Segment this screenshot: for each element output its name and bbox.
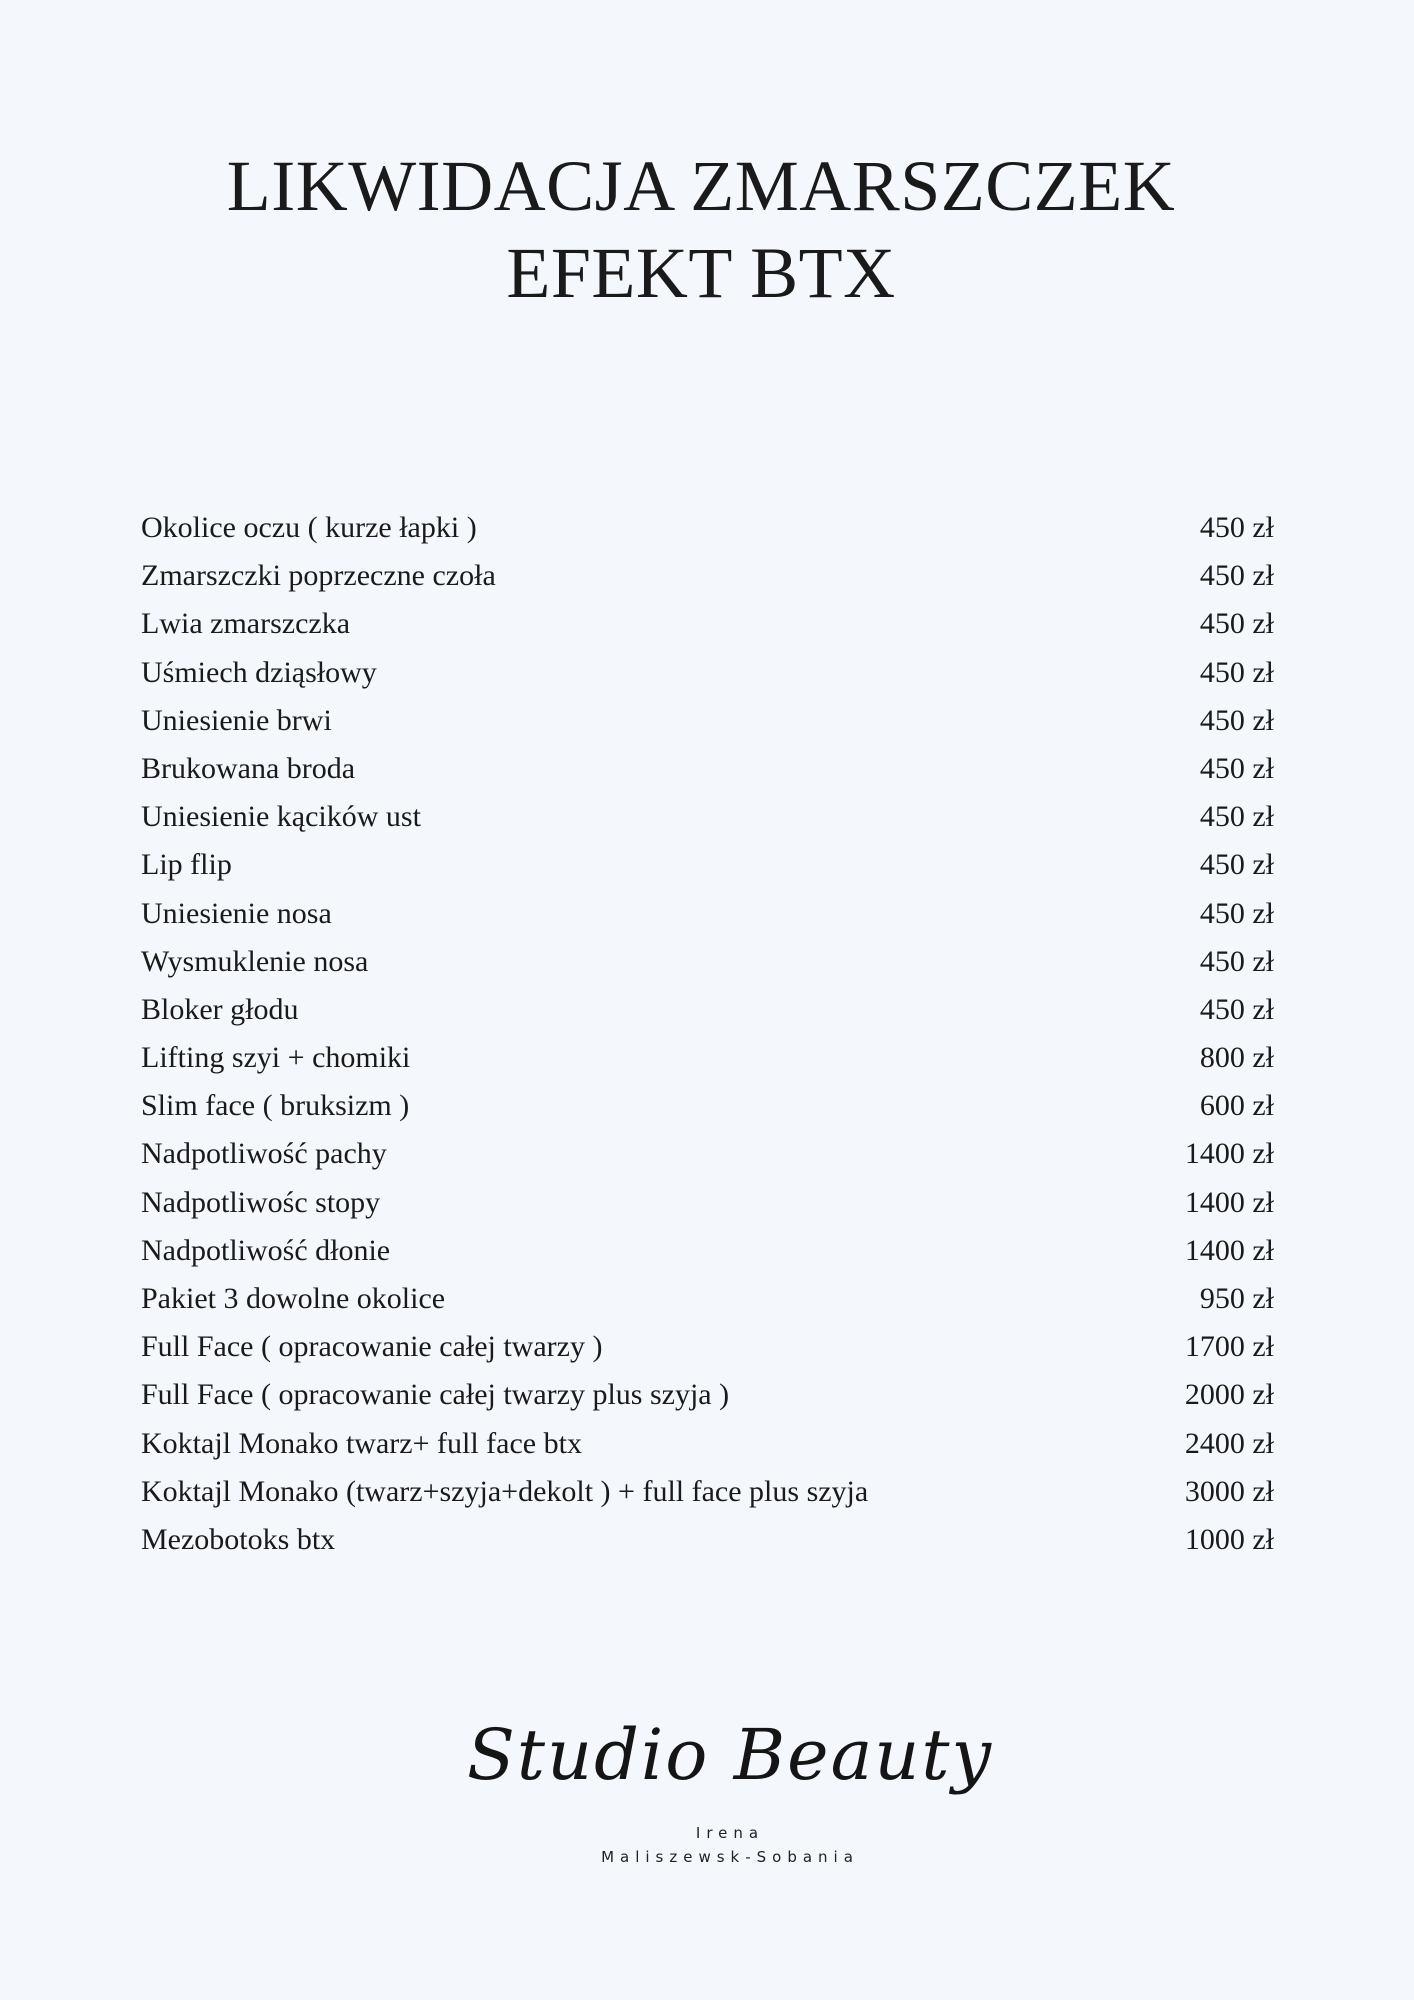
treatment-name: Koktajl Monako twarz+ full face btx [141,1426,582,1460]
treatment-price: 450 zł [1199,655,1274,689]
studio-logo [440,1700,1020,1880]
treatment-name: Brukowana broda [141,751,356,785]
treatment-name: Zmarszczki poprzeczne czoła [141,559,496,593]
treatment-price: 2000 zł [1184,1378,1274,1412]
price-list-item [141,1275,1274,1323]
treatment-price: 450 zł [1199,992,1274,1026]
logo-script-text: Studio Beauty [466,1714,994,1796]
treatment-price: 450 zł [1199,944,1274,978]
treatment-price: 450 zł [1199,511,1274,544]
treatment-price: 450 zł [1199,559,1274,593]
treatment-price: 450 zł [1199,703,1274,737]
treatment-price: 3000 zł [1184,1474,1274,1508]
price-list-item [141,841,1274,889]
treatment-name: Uśmiech dziąsłowy [141,655,377,689]
price-list-item [141,1034,1274,1082]
treatment-price: 1400 zł [1184,1233,1274,1267]
treatment-price: 600 zł [1199,1089,1274,1123]
treatment-price: 450 zł [1199,800,1274,834]
treatment-name: Mezobotoks btx [141,1522,336,1556]
treatment-name: Full Face ( opracowanie całej twarzy ) [141,1330,603,1364]
treatment-price: 450 zł [1199,848,1274,882]
treatment-price: 1400 zł [1184,1185,1274,1219]
treatment-name: Uniesienie kącików ust [141,800,421,834]
price-list-item [141,890,1274,938]
treatment-name: Pakiet 3 dowolne okolice [141,1282,446,1315]
price-list-item [141,504,1274,552]
logo-owner-first-name: Irena [695,1824,765,1842]
price-list-item [141,1420,1274,1468]
treatment-price: 1000 zł [1184,1522,1274,1556]
treatment-name: Nadpotliwość pachy [141,1137,387,1171]
treatment-price: 2400 zł [1184,1426,1274,1460]
treatment-price: 450 zł [1199,751,1274,785]
page-title-line1: LIKWIDACJA ZMARSZCZEK [226,146,1176,226]
logo-owner-last-name: Maliszewsk-Sobania [601,1848,859,1866]
treatment-name: Full Face ( opracowanie całej twarzy plus szyja ) [141,1378,730,1412]
price-list-item [141,1130,1274,1178]
price-list-item [141,649,1274,697]
treatment-name: Bloker głodu [141,992,299,1026]
price-list-item [141,745,1274,793]
treatment-price: 450 zł [1199,607,1274,641]
price-list-item [141,600,1274,648]
price-list-item [141,697,1274,745]
treatment-name: Nadpotliwośc stopy [141,1185,381,1219]
treatment-name: Nadpotliwość dłonie [141,1233,391,1267]
treatment-name: Lwia zmarszczka [141,607,351,641]
price-list-item [141,1468,1274,1516]
price-list-item [141,1516,1274,1564]
price-list-item [141,552,1274,600]
treatment-name: Uniesienie nosa [141,896,332,930]
treatment-name: Wysmuklenie nosa [141,944,369,978]
price-list-item [141,938,1274,986]
price-list [141,504,1274,1564]
treatment-name: Slim face ( bruksizm ) [141,1089,410,1123]
treatment-name: Lip flip [141,848,232,882]
price-list-item [141,1179,1274,1227]
treatment-price: 950 zł [1199,1282,1274,1315]
treatment-name: Okolice oczu ( kurze łapki ) [141,511,477,544]
price-list-item [141,1371,1274,1419]
page-title-line2: EFEKT BTX [506,233,896,313]
treatment-price: 1700 zł [1184,1330,1274,1364]
treatment-price: 800 zł [1199,1041,1274,1075]
price-list-item [141,1082,1274,1130]
treatment-price: 1400 zł [1184,1137,1274,1171]
treatment-name: Koktajl Monako (twarz+szyja+dekolt ) + full face plus szyja [141,1474,869,1508]
price-list-item [141,793,1274,841]
price-list-item [141,1323,1274,1371]
treatment-name: Lifting szyi + chomiki [141,1041,411,1075]
treatment-price: 450 zł [1199,896,1274,930]
price-list-item [141,1227,1274,1275]
treatment-name: Uniesienie brwi [141,703,332,737]
price-list-item [141,986,1274,1034]
